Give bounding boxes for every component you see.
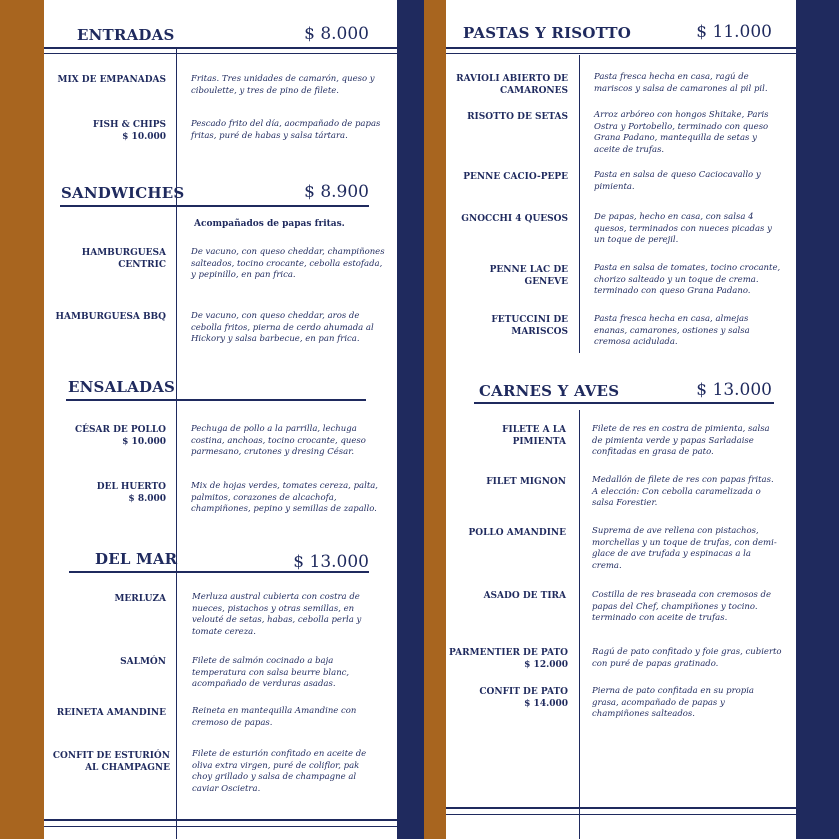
entradas-rule-top — [44, 47, 397, 49]
right-navy-stripe — [796, 0, 839, 839]
item-description: Pescado frito del día, aocmpañado de papas fritas, puré de habas y salsa tártara. — [191, 119, 381, 141]
item-name: HAMBURGUESA CENTRIC — [81, 248, 166, 270]
item-name: FETUCCINI DE MARISCOS — [491, 315, 568, 337]
item-name-del-huerto — [44, 481, 166, 505]
item-name: PARMENTIER DE PATO — [449, 648, 568, 658]
item-name: REINETA AMANDINE — [56, 708, 166, 718]
section-title-ensaladas: ENSALADAS — [68, 378, 176, 396]
item-description: Fritas. Tres unidades de camarón, queso y ciboulette, y tres de pino de filete. — [191, 74, 375, 96]
item-description: Pierna de pato confitada en su propia grasa, acompañado de papas y champiñones salteados. — [592, 686, 755, 719]
item-name: PENNE CACIO-PEPE — [463, 172, 568, 182]
center-navy-stripe — [397, 0, 424, 839]
right-column-divider-bottom — [579, 410, 580, 839]
item-price: $ 10.000 — [122, 437, 166, 447]
item-description: Merluza austral cubierta con costra de nueces, pistachos y otras semillas, en velouté de setas, habas, cebolla perla y tomate cereza. — [192, 592, 362, 637]
item-name: CÉSAR DE POLLO — [74, 425, 166, 435]
ensaladas-rule — [66, 399, 366, 401]
carnes-rule — [474, 402, 774, 404]
section-title-sandwiches: SANDWICHES — [61, 184, 185, 202]
item-name: ASADO DE TIRA — [483, 591, 566, 601]
item-description: Pasta en salsa de queso Caciocavallo y pimienta. — [594, 170, 761, 192]
section-price-del-mar: $ 13.000 — [293, 552, 369, 572]
item-description: Filete de esturión confitado en aceite de oliva extra virgen, puré de coliflor, pak choy grillado y salsa de champagne al caviar Oscietra. — [192, 749, 367, 794]
item-name: RISOTTO DE SETAS — [467, 112, 568, 122]
sandwiches-note: Acompañados de papas fritas. — [194, 219, 345, 229]
item-name: FISH & CHIPS — [92, 120, 166, 130]
right-column-divider-top — [579, 55, 580, 353]
item-description: Pasta fresca hecha en casa, almejas enanas, camarones, ostiones y salsa cremosa acidulada. — [594, 314, 750, 347]
item-price: $ 8.000 — [128, 494, 166, 504]
footer-rule-top — [44, 819, 397, 821]
item-description: De vacuno, con queso cheddar, champiñones salteados, tocino crocante, cebolla estofada, y pepinillo, en pan frica. — [191, 247, 385, 280]
item-description: Arroz arbóreo con hongos Shitake, Paris Ostra y Portobello, terminado con queso Grana Padano, mantequilla de setas y aceite de trufas. — [594, 110, 769, 155]
pastas-rule-top — [446, 47, 796, 49]
item-name-cesar — [44, 424, 166, 448]
left-brown-stripe — [0, 0, 44, 839]
item-description: De papas, hecho en casa, con salsa 4 quesos, terminados con nueces picadas y un toque de perejil. — [594, 212, 772, 245]
footer-rule-top — [446, 807, 796, 809]
center-brown-stripe — [424, 0, 446, 839]
section-price-carnes: $ 13.000 — [696, 380, 772, 400]
item-name-fish-chips — [44, 119, 166, 143]
item-name: FILET MIGNON — [486, 477, 566, 487]
section-title-entradas: ENTRADAS — [77, 26, 175, 44]
item-description: Pasta en salsa de tomates, tocino crocante, chorizo salteado y un toque de crema. terminado con queso Grana Padano. — [594, 263, 781, 296]
section-title-del-mar: DEL MAR — [95, 550, 178, 568]
right-menu-page — [446, 0, 796, 839]
item-description: Filete de res en costra de pimienta, salsa de pimienta verde y papas Sarladaise confitadas en grasa de pato. — [592, 424, 770, 457]
item-description: Reineta en mantequilla Amandine con cremoso de papas. — [192, 706, 357, 728]
item-price: $ 14.000 — [524, 699, 568, 709]
item-price: $ 10.000 — [122, 132, 166, 142]
left-column-divider — [176, 48, 177, 839]
item-name: FILETE A LA PIMIENTA — [502, 425, 566, 447]
item-description: Mix de hojas verdes, tomates cereza, palta, palmitos, corazones de alcachofa, champiñones, pepino y semillas de zapallo. — [191, 481, 378, 514]
del-mar-rule — [69, 571, 369, 573]
item-description: Pechuga de pollo a la parrilla, lechuga costina, anchoas, tocino crocante, queso parmesano, crutones y dresing César. — [191, 424, 366, 457]
item-name: MERLUZA — [114, 594, 166, 604]
item-name: MIX DE EMPANADAS — [57, 75, 166, 85]
item-name: POLLO AMANDINE — [468, 528, 566, 538]
section-price-entradas: $ 8.000 — [304, 24, 369, 44]
section-title-pastas: PASTAS Y RISOTTO — [463, 24, 632, 42]
item-name: CONFIT DE PATO — [479, 687, 568, 697]
item-name: SALMÓN — [120, 657, 166, 667]
item-description: Ragú de pato confitado y foie gras, cubierto con puré de papas gratinado. — [592, 647, 782, 669]
item-name: DEL HUERTO — [96, 482, 166, 492]
item-name: CONFIT DE ESTURIÓN AL CHAMPAGNE — [52, 751, 170, 773]
section-price-pastas: $ 11.000 — [696, 22, 772, 42]
item-name-parmentier — [446, 647, 568, 671]
left-menu-page — [44, 0, 397, 839]
section-price-sandwiches: $ 8.900 — [304, 182, 369, 202]
item-name: GNOCCHI 4 QUESOS — [461, 214, 568, 224]
item-description: De vacuno, con queso cheddar, aros de cebolla fritos, pierna de cerdo ahumada al Hickory y salsa barbecue, en pan frica. — [191, 311, 374, 344]
footer-rule-bottom — [446, 814, 796, 815]
item-name: RAVIOLI ABIERTO DE CAMARONES — [456, 74, 568, 96]
section-title-carnes: CARNES Y AVES — [479, 382, 620, 400]
item-price: $ 12.000 — [524, 660, 568, 670]
item-name: HAMBURGUESA BBQ — [55, 312, 166, 322]
sandwiches-rule — [60, 205, 369, 207]
pastas-rule-bottom — [446, 53, 796, 54]
item-name-confit-pato — [446, 686, 568, 710]
item-description: Costilla de res braseada con cremosos de papas del Chef, champiñones y tocino. terminado con aceite de trufas. — [592, 590, 771, 623]
item-description: Medallón de filete de res con papas fritas. A elección: Con cebolla caramelizada o salsa Forestier. — [592, 475, 774, 508]
item-description: Suprema de ave rellena con pistachos, morchellas y un toque de trufas, con demi-glace de ave trufada y espinacas a la crema. — [592, 526, 777, 571]
item-name: PENNE LAC DE GENEVE — [489, 265, 568, 287]
item-description: Filete de salmón cocinado a baja temperatura con salsa beurre blanc, acompañado de verduras asadas. — [192, 656, 350, 689]
item-description: Pasta fresca hecha en casa, ragú de mariscos y salsa de camarones al pil pil. — [594, 72, 768, 94]
entradas-rule-bottom — [44, 53, 397, 54]
footer-rule-bottom — [44, 826, 397, 827]
